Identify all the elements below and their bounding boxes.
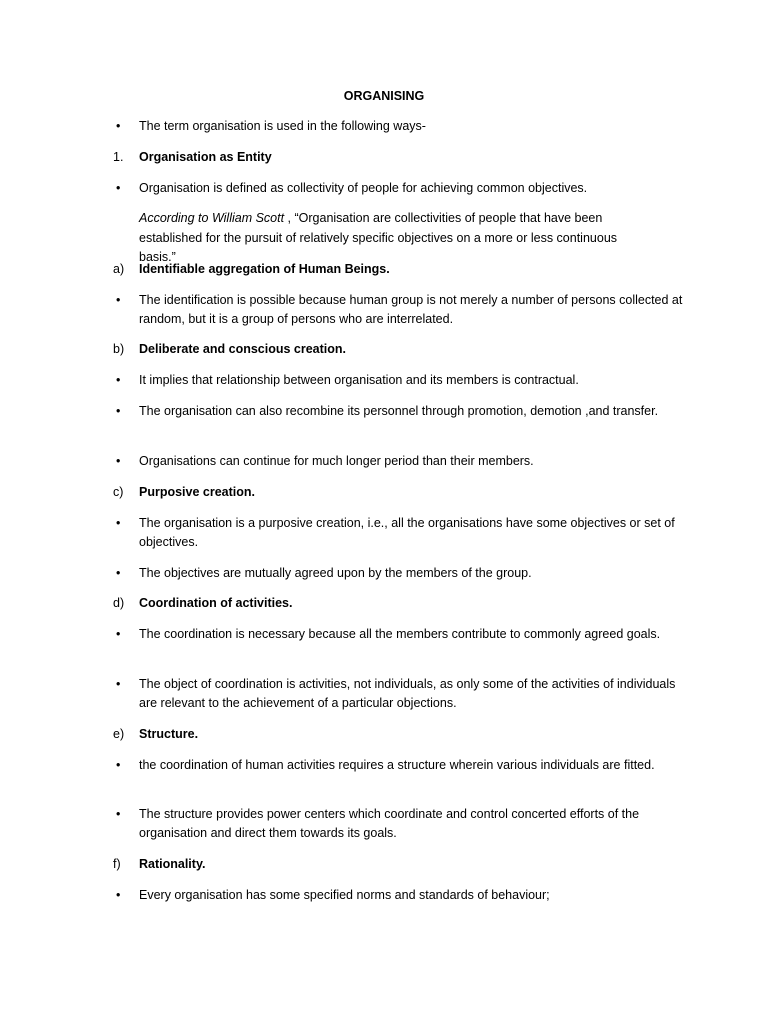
list-item-text: the coordination of human activities requires a structure wherein various individuals are fitted. — [139, 758, 655, 772]
section-heading-text: Structure. — [139, 727, 199, 741]
list-item-text: Organisation is defined as collectivity of people for achieving common objectives. — [139, 181, 588, 195]
list-item-text: The objectives are mutually agreed upon by the members of the group. — [139, 566, 532, 580]
list-marker: • — [116, 373, 121, 387]
list-item-text: Every organisation has some specified norms and standards of behaviour; — [139, 888, 550, 902]
list-marker: • — [116, 454, 121, 468]
section-heading-text: Identifiable aggregation of Human Beings. — [139, 262, 390, 276]
list-marker: • — [116, 888, 121, 902]
list-marker: • — [116, 404, 121, 418]
list-item-text: The identification is possible because human group is not merely a number of persons collected at random, but it is a group of persons who are interrelated. — [139, 293, 683, 326]
list-marker: 1. — [113, 150, 124, 164]
list-item-text: The structure provides power centers which coordinate and control concerted efforts of the organisation and direct them towards its goals. — [139, 807, 640, 840]
list-marker: • — [116, 807, 121, 821]
list-item-text: Organisations can continue for much longer period than their members. — [139, 454, 534, 468]
list-marker: a) — [113, 262, 125, 276]
list-marker: • — [116, 677, 121, 691]
list-item-text: The object of coordination is activities, not individuals, as only some of the activities of individuals are relevant to the achievement of a particular objections. — [139, 677, 676, 710]
list-marker: • — [116, 516, 121, 530]
list-marker: c) — [113, 485, 124, 499]
list-marker: • — [116, 181, 121, 195]
section-heading-text: Purposive creation. — [139, 485, 256, 499]
list-marker: • — [116, 758, 121, 772]
quote-paragraph — [93, 209, 653, 268]
quote-attribution: According to William Scott — [139, 211, 285, 225]
list-marker: d) — [113, 596, 125, 610]
list-marker: • — [116, 293, 121, 307]
list-item-text: The organisation can also recombine its personnel through promotion, demotion ,and transfer. — [139, 404, 659, 418]
list-item-text: The term organisation is used in the following ways- — [139, 119, 426, 133]
list-item-text: The coordination is necessary because all the members contribute to commonly agreed goals. — [139, 627, 661, 641]
quote-separator: , — [284, 211, 295, 225]
list-marker: • — [116, 119, 121, 133]
section-heading-text: Organisation as Entity — [139, 150, 272, 164]
list-marker: • — [116, 566, 121, 580]
page-title: ORGANISING — [343, 89, 425, 103]
list-marker: • — [116, 627, 121, 641]
list-item-text: It implies that relationship between organisation and its members is contractual. — [139, 373, 579, 387]
list-marker: f) — [113, 857, 121, 871]
list-marker: b) — [113, 342, 125, 356]
section-heading-text: Coordination of activities. — [139, 596, 293, 610]
list-marker: e) — [113, 727, 125, 741]
section-heading-text: Rationality. — [139, 857, 206, 871]
list-item-text: The organisation is a purposive creation, i.e., all the organisations have some objectives or set of objectives. — [139, 516, 675, 549]
section-heading-text: Deliberate and conscious creation. — [139, 342, 347, 356]
quote-text: “Organisation are collectivities of people that have been established for the pursuit of relatively specific objectives on a more or less continuous basis.” — [139, 211, 618, 264]
